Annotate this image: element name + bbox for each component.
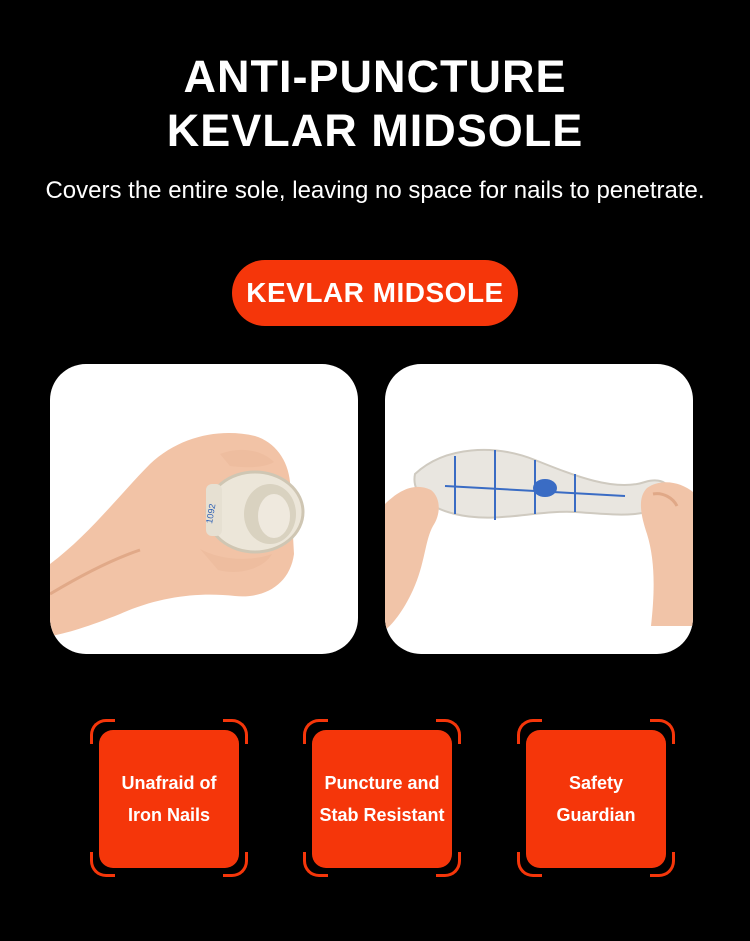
page-title bbox=[0, 50, 750, 158]
bending-midsole-photo bbox=[385, 364, 693, 654]
feature-line-2: Stab Resistant bbox=[319, 805, 445, 825]
feature-line-1: Unafraid of bbox=[121, 773, 217, 793]
rolled-midsole-photo bbox=[50, 364, 358, 654]
feature-box bbox=[99, 730, 239, 868]
feature-line-2: Iron Nails bbox=[127, 805, 211, 825]
feature-puncture-and-stab-resistant bbox=[303, 719, 461, 877]
svg-text:1092: 1092 bbox=[204, 502, 218, 525]
page-subtitle: Covers the entire sole, leaving no space for nails to penetrate. bbox=[45, 177, 705, 204]
feature-box bbox=[312, 730, 452, 868]
feature-unafraid-of-iron-nails bbox=[90, 719, 248, 877]
feature-line-1: Puncture and bbox=[324, 773, 440, 793]
kevlar-midsole-badge: KEVLAR MIDSOLE bbox=[232, 260, 518, 326]
title-line-1: ANTI-PUNCTURE bbox=[183, 51, 567, 102]
title-line-2: KEVLAR MIDSOLE bbox=[166, 105, 584, 156]
feature-box bbox=[526, 730, 666, 868]
feature-line-1: Safety bbox=[568, 773, 624, 793]
feature-line-2: Guardian bbox=[556, 805, 636, 825]
feature-safety-guardian bbox=[517, 719, 675, 877]
